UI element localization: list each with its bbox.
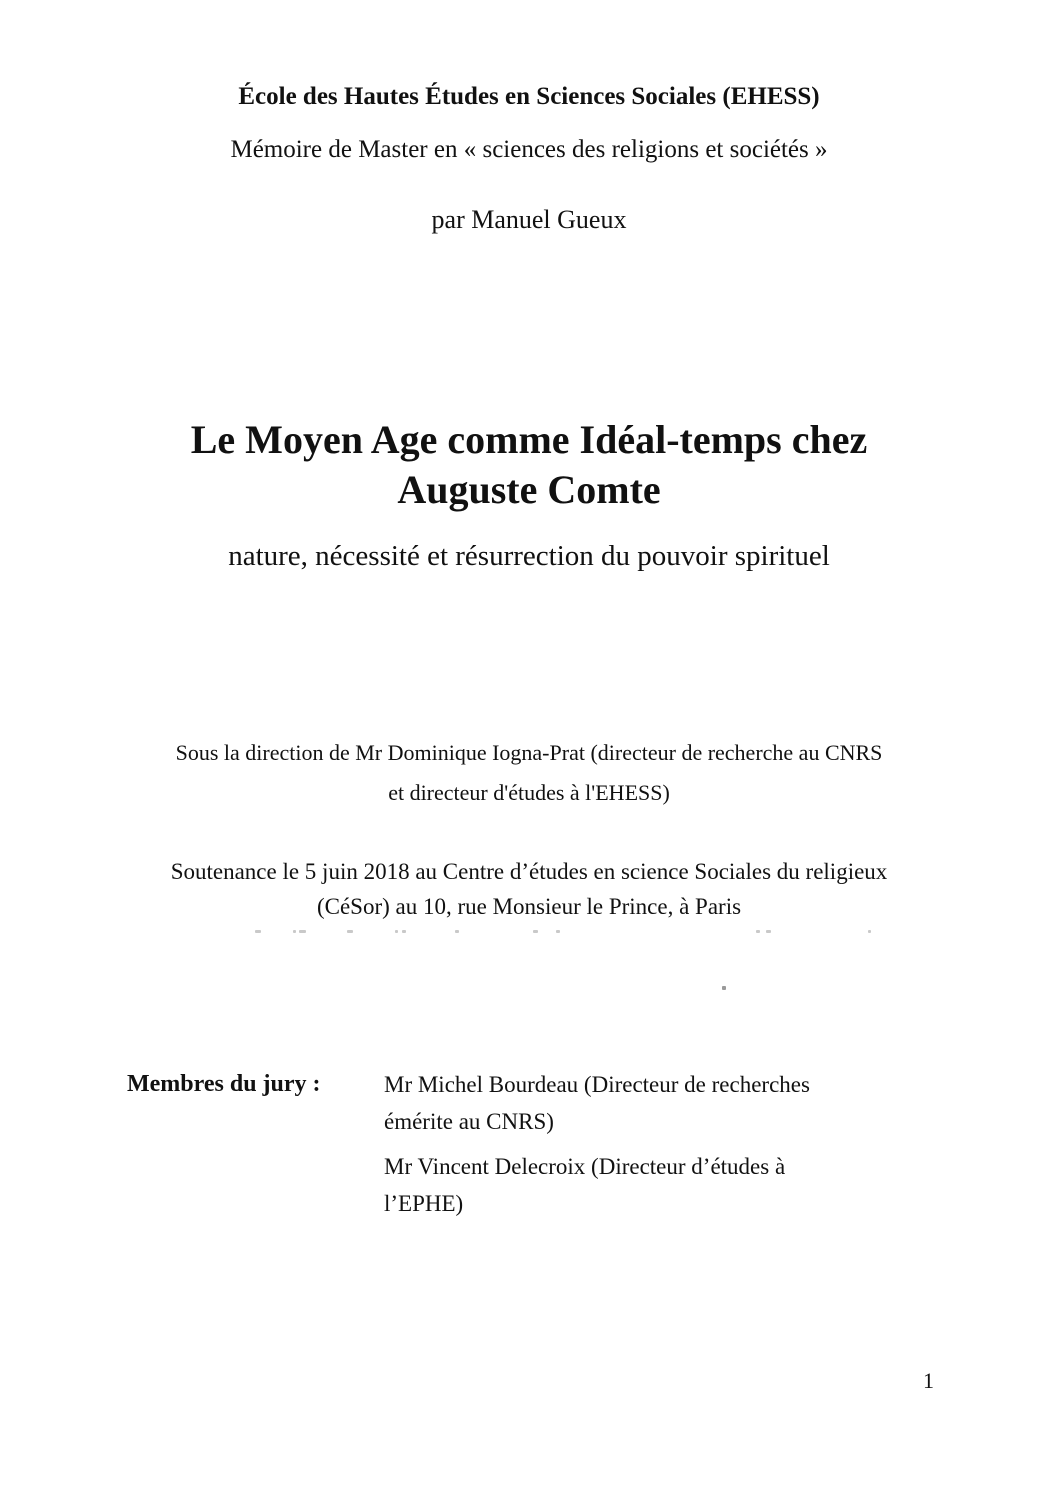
redacted-fragment [347, 930, 353, 933]
redacted-fragment [756, 930, 760, 933]
redacted-fragment [556, 930, 560, 933]
jury-section [127, 1066, 938, 1230]
jury-member-2-line1: Mr Vincent Delecroix (Directeur d’études à [384, 1154, 786, 1179]
institution-heading: École des Hautes Études en Sciences Sociales (EHESS) [238, 83, 820, 110]
supervision-paragraph [0, 733, 1058, 813]
stray-mark [722, 986, 726, 990]
defense-line1: Soutenance le 5 juin 2018 au Centre d’études en science Sociales du religieux [170, 859, 888, 884]
jury-label: Membres du jury : [127, 1071, 321, 1097]
redacted-fragment [402, 930, 406, 933]
redacted-fragment [395, 930, 398, 933]
jury-member-1-line1: Mr Michel Bourdeau (Directeur de recherches [384, 1072, 810, 1097]
author-byline: par Manuel Gueux [431, 205, 627, 234]
defense-paragraph [0, 854, 1058, 924]
supervision-line2: et directeur d'études à l'EHESS) [388, 780, 670, 805]
thesis-title [0, 415, 1058, 515]
jury-member-1-line2: émérite au CNRS) [384, 1109, 554, 1134]
redacted-fragment [533, 930, 538, 933]
redacted-text-remnants [0, 930, 1058, 934]
jury-member [384, 1148, 938, 1222]
thesis-title-line2: Auguste Comte [397, 467, 661, 512]
defense-line2: (CéSor) au 10, rue Monsieur le Prince, à Paris [316, 894, 742, 919]
redacted-fragment [455, 930, 459, 933]
page-number: 1 [923, 1368, 934, 1393]
degree-line: Mémoire de Master en « sciences des religions et sociétés » [230, 136, 828, 163]
thesis-subtitle: nature, nécessité et résurrection du pouvoir spirituel [228, 540, 830, 572]
jury-entries [384, 1066, 938, 1230]
redacted-fragment [766, 930, 771, 933]
supervision-line1: Sous la direction de Mr Dominique Iogna-Prat (directeur de recherche au CNRS [175, 740, 883, 765]
redacted-fragment [293, 930, 296, 933]
redacted-fragment [299, 930, 306, 933]
redacted-fragment [868, 930, 871, 933]
redacted-fragment [255, 930, 261, 933]
jury-member-2-line2: l’EPHE) [384, 1191, 464, 1216]
jury-member [384, 1066, 938, 1140]
thesis-title-line1: Le Moyen Age comme Idéal-temps chez [190, 417, 868, 462]
